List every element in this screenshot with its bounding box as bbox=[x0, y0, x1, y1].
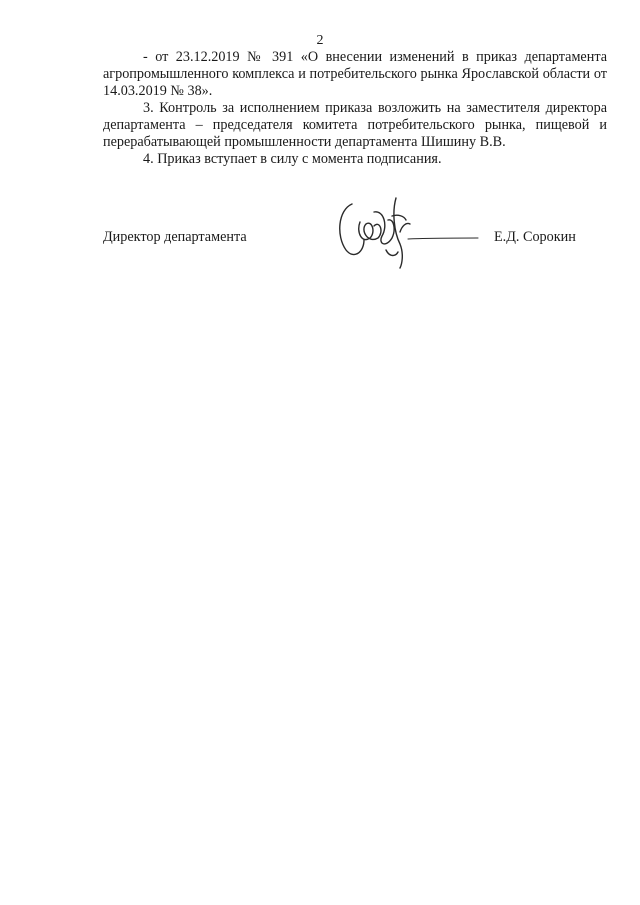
page-number: 2 bbox=[316, 33, 324, 48]
document-body bbox=[103, 49, 607, 168]
paragraph-amendment-reference: - от 23.12.2019 № 391 «О внесении изменений в приказ департамента агропромышленного комплекса и потребительского рынка Ярославской области от 14.03.2019 № 38». bbox=[103, 49, 607, 99]
signer-position-title: Директор департамента bbox=[103, 229, 247, 245]
paragraph-effective-date: 4. Приказ вступает в силу с момента подписания. bbox=[143, 151, 442, 167]
handwritten-signature bbox=[330, 192, 480, 272]
signer-name: Е.Д. Сорокин bbox=[494, 229, 576, 245]
paragraph-control-clause: 3. Контроль за исполнением приказа возложить на заместителя директора департамента – председателя комитета потребительского рынка, пищевой и перерабатывающей промышленности департамента Шишину В.В. bbox=[103, 100, 607, 150]
